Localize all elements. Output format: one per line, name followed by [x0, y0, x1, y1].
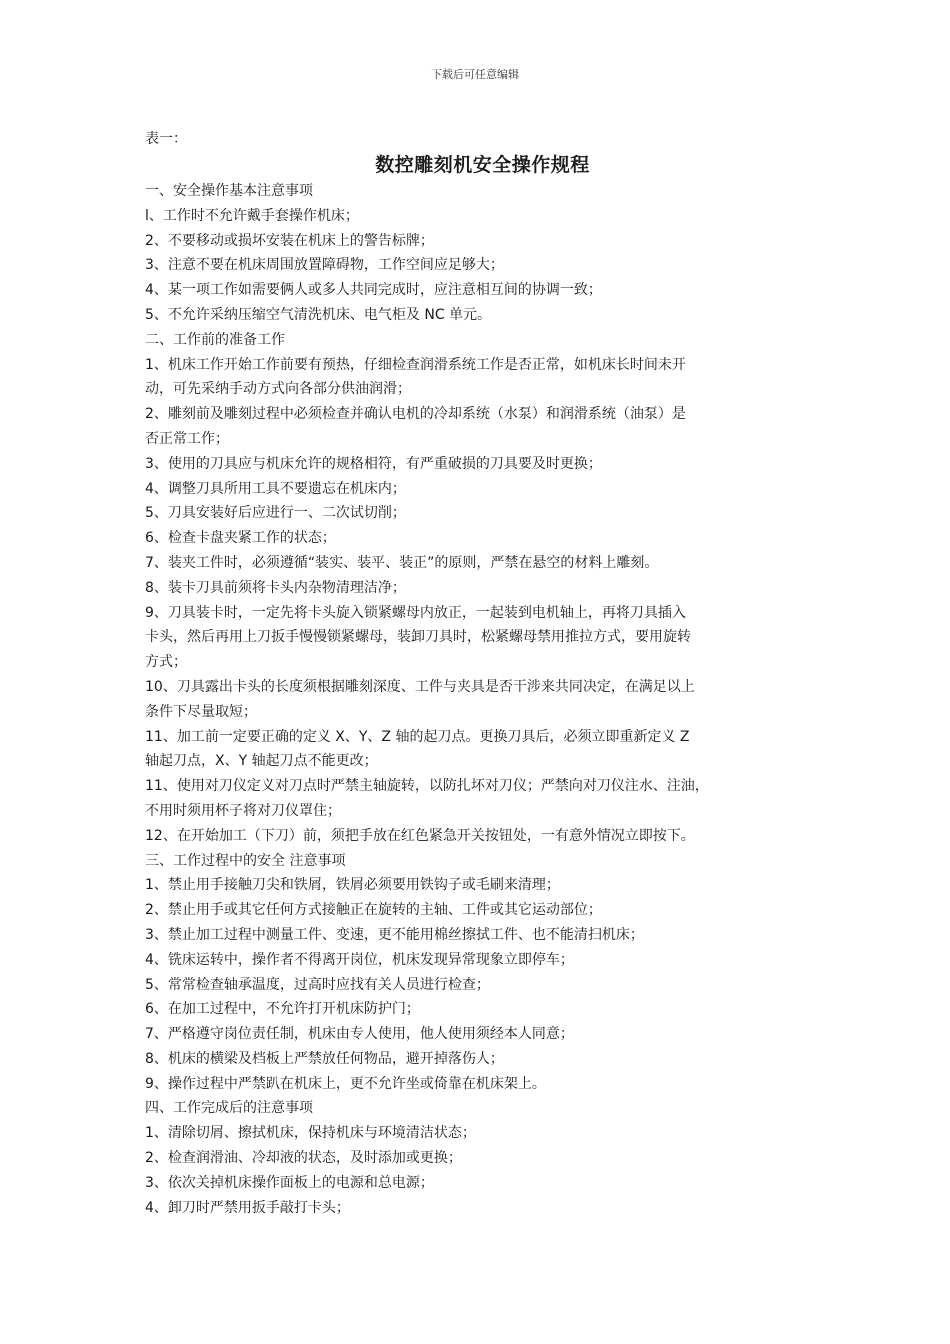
list-item: 6、检查卡盘夹紧工作的状态； — [145, 530, 336, 547]
list-item: 9、刀具装卡时，一定先将卡头旋入锁紧螺母内放正，一起装到电机轴上，再将刀具插入 — [145, 604, 686, 621]
document-lines — [145, 179, 820, 1220]
list-item: 7、装夹工件时，必须遵循“装实、装平、装正”的原则，严禁在悬空的材料上雕刻。 — [145, 554, 659, 571]
section-heading: 一、安全操作基本注意事项 — [145, 183, 313, 199]
list-item: 10、刀具露出卡头的长度须根据雕刻深度、工件与夹具是否干涉来共同决定，在满足以上 — [145, 678, 695, 695]
list-item: 4、某一项工作如需要俩人或多人共同完成时，应注意相互间的协调一致； — [145, 282, 602, 299]
list-item: 5、常常检查轴承温度，过高时应找有关人员进行检查； — [145, 976, 490, 993]
document-title: 数控雕刻机安全操作规程 — [375, 154, 590, 176]
list-item: 11、加工前一定要正确的定义 X、Y、Z 轴的起刀点。更换刀具后，必须立即重新定义 Z — [145, 728, 690, 745]
list-item: 5、刀具安装好后应进行一、二次试切削； — [145, 505, 406, 522]
list-item: 4、调整刀具所用工具不要遗忘在机床内； — [145, 480, 406, 497]
list-item: 6、在加工过程中，不允许打开机床防护门； — [145, 1001, 420, 1018]
line-continuation: 不用时须用杯子将对刀仪罩住； — [145, 802, 341, 819]
list-item: 2、雕刻前及雕刻过程中必须检查并确认电机的冷却系统（水泵）和润滑系统（油泵）是 — [145, 406, 686, 423]
line-continuation: 卡头，然后再用上刀扳手慢慢锁紧螺母，装卸刀具时，松紧螺母禁用推拉方式，要用旋转 — [145, 629, 691, 646]
list-item: 8、机床的横梁及档板上严禁放任何物品，避开掉落伤人； — [145, 1050, 504, 1067]
line-continuation: 条件下尽量取短； — [145, 703, 257, 720]
header-note: 下载后可任意编辑 — [431, 68, 519, 81]
section-heading: 二、工作前的准备工作 — [145, 331, 285, 348]
list-item: 9、操作过程中严禁趴在机床上，更不允许坐或倚靠在机床架上。 — [145, 1075, 546, 1092]
list-item: 3、使用的刀具应与机床允许的规格相符，有严重破损的刀具要及时更换； — [145, 455, 602, 472]
list-item: 1、禁止用手接触刀尖和铁屑，铁屑必须要用铁钩子或毛刷来清理； — [145, 877, 560, 894]
list-item: 4、铣床运转中，操作者不得离开岗位，机床发现异常现象立即停车； — [145, 951, 574, 968]
line-continuation: 动，可先采纳手动方式向各部分供油润滑； — [145, 381, 411, 398]
list-item: l、工作时不允许戴手套操作机床； — [145, 207, 359, 224]
list-item: 3、注意不要在机床周围放置障碍物，工作空间应足够大； — [145, 257, 504, 274]
line-continuation: 方式； — [145, 654, 187, 671]
section-heading: 三、工作过程中的安全 注意事项 — [145, 852, 346, 869]
line-continuation: 否正常工作； — [145, 430, 229, 447]
list-item: 3、禁止加工过程中测量工件、变速，更不能用棉丝擦拭工件、也不能清扫机床； — [145, 926, 644, 943]
list-item: 11、使用对刀仪定义对刀点时严禁主轴旋转，以防扎坏对刀仪；严禁向对刀仪注水、注油， — [145, 778, 709, 795]
list-item: 2、禁止用手或其它任何方式接触正在旋转的主轴、工件或其它运动部位； — [145, 902, 602, 919]
list-item: 1、清除切屑、擦拭机床，保持机床与环境清洁状态； — [145, 1125, 476, 1142]
list-item: 4、卸刀时严禁用扳手敲打卡头； — [145, 1199, 350, 1216]
list-item: 5、不允许采纳压缩空气清洗机床、电气柜及 NC 单元。 — [145, 306, 492, 323]
list-item: 1、机床工作开始工作前要有预热，仔细检查润滑系统工作是否正常，如机床长时间未开 — [145, 356, 686, 373]
list-item: 12、在开始加工（下刀）前，须把手放在红色紧急开关按钮处，一有意外情况立即按下。 — [145, 827, 695, 844]
table-label: 表一： — [145, 131, 187, 147]
document-body — [145, 127, 820, 1220]
list-item: 7、严格遵守岗位责任制，机床由专人使用，他人使用须经本人同意； — [145, 1026, 574, 1043]
list-item: 3、依次关掉机床操作面板上的电源和总电源； — [145, 1174, 434, 1191]
list-item: 2、不要移动或损坏安装在机床上的警告标牌； — [145, 232, 434, 249]
section-heading: 四、工作完成后的注意事项 — [145, 1100, 313, 1117]
line-continuation: 轴起刀点，X、Y 轴起刀点不能更改； — [145, 753, 378, 770]
list-item: 8、装卡刀具前须将卡头内杂物清理洁净； — [145, 579, 406, 596]
list-item: 2、检查润滑油、冷却液的状态，及时添加或更换； — [145, 1150, 462, 1167]
